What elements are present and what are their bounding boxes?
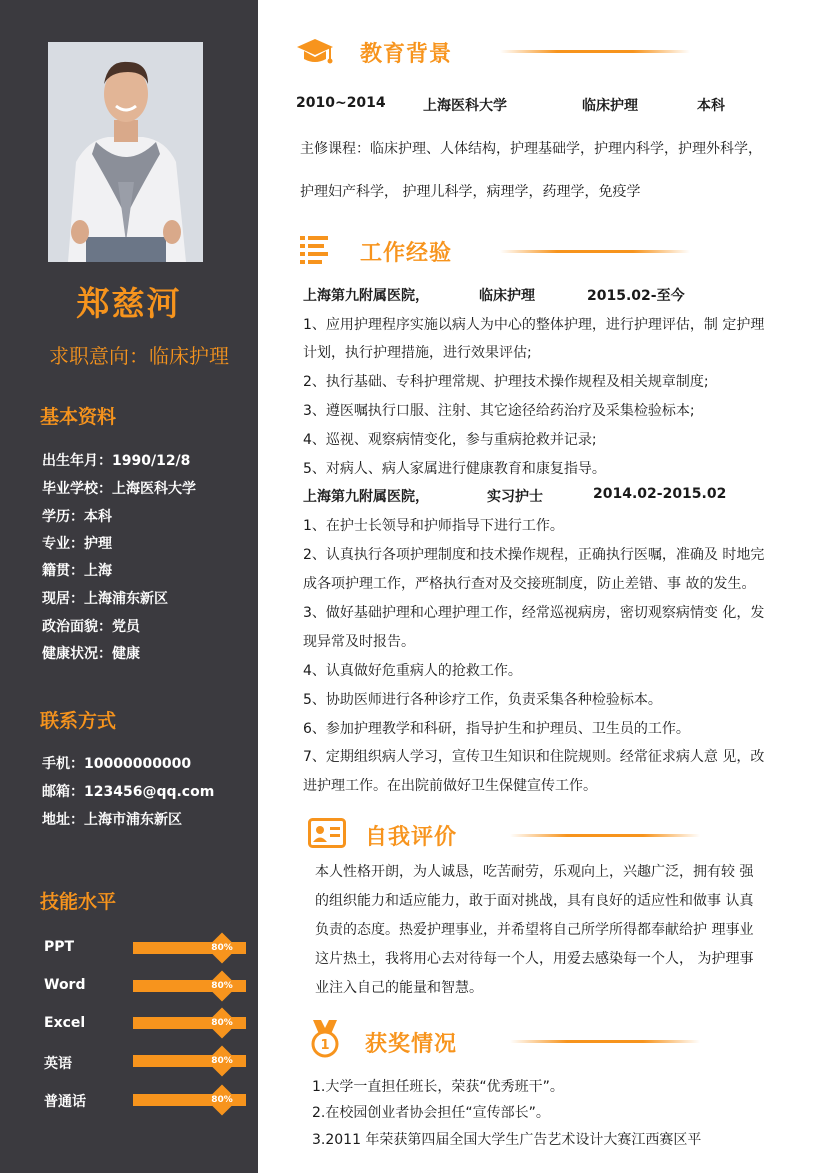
self-evaluation-line: 本人性格开朗，为人诚恳，吃苦耐劳，乐观向上，兴趣广泛，拥有较 强	[315, 864, 754, 880]
education-degree: 本科	[697, 98, 725, 114]
education-school: 上海医科大学	[423, 98, 507, 114]
skill-label: PPT	[44, 939, 75, 955]
skill-label: 普通话	[44, 1094, 86, 1110]
basic-info-item: 籍贯：上海	[42, 563, 112, 579]
graduation-cap-icon	[296, 36, 334, 72]
section-divider	[500, 50, 690, 53]
self-evaluation-line: 业注入自己的能量和智慧。	[315, 980, 483, 996]
basic-info-item: 专业：护理	[42, 536, 112, 552]
skill-percent: 80%	[211, 943, 233, 953]
job-company: 上海第九附属医院，	[303, 489, 429, 505]
job-period: 2014.02-2015.02	[593, 486, 727, 502]
skill-label: 英语	[44, 1056, 72, 1072]
medal-icon	[309, 1020, 341, 1062]
job-duty-line: 7、定期组织病人学习，宣传卫生知识和住院规则。经常征求病人意 见，改	[303, 749, 765, 765]
award-line: 3.2011 年荣获第四届全国大学生广告艺术设计大赛江西赛区平	[312, 1132, 702, 1148]
job-role: 实习护士	[487, 489, 543, 505]
skill-label: Word	[44, 977, 86, 993]
job-duty-line: 成各项护理工作，严格执行查对及交接班制度，防止差错、事 故的发生。	[303, 576, 756, 592]
job-duty-line: 4、巡视、观察病情变化，参与重病抢救并记录;	[303, 432, 597, 448]
self-evaluation-line: 这片热土，我将用心去对待每一个人，用爱去感染每一个人， 为护理事	[315, 951, 754, 967]
job-duty-line: 1、在护士长领导和护师指导下进行工作。	[303, 518, 564, 534]
skill-percent: 80%	[211, 1056, 233, 1066]
job-duty-line: 计划，执行护理措施，进行效果评估;	[303, 345, 532, 361]
job-company: 上海第九附属医院，	[303, 288, 429, 304]
job-role: 临床护理	[479, 288, 535, 304]
contact-phone: 手机：10000000000	[42, 756, 192, 772]
award-line: 1.大学一直担任班长，荣获“优秀班干”。	[312, 1079, 564, 1095]
contact-email: 邮箱：123456@qq.com	[42, 784, 215, 800]
section-divider	[510, 1040, 700, 1043]
job-duty-line: 6、参加护理教学和科研，指导护生和护理员、卫生员的工作。	[303, 721, 690, 737]
awards-heading: 获奖情况	[365, 1032, 458, 1057]
job-duty-line: 4、认真做好危重病人的抢救工作。	[303, 663, 522, 679]
skill-label: Excel	[44, 1015, 86, 1031]
section-divider	[500, 250, 690, 253]
self-evaluation-line: 负责的态度。热爱护理事业，并希望将自己所学所得都奉献给护 理事业	[315, 922, 754, 938]
basic-info-item: 学历：本科	[42, 509, 112, 525]
job-duty-line: 5、对病人、病人家属进行健康教育和康复指导。	[303, 461, 606, 477]
basic-info-heading: 基本资料	[40, 406, 117, 428]
basic-info-item: 出生年月：1990/12/8	[42, 453, 191, 469]
svg-text:1: 1	[320, 1038, 330, 1053]
person-photo-illustration	[48, 42, 203, 262]
skill-percent: 80%	[211, 1095, 233, 1105]
self-evaluation-line: 的组织能力和适应能力，敢于面对挑战，具有良好的适应性和做事 认真	[315, 893, 754, 909]
education-courses: 护理妇产科学， 护理儿科学，病理学，药理学，免疫学	[300, 184, 641, 200]
education-period: 2010~2014	[296, 95, 386, 111]
skill-percent: 80%	[211, 981, 233, 991]
job-duty-line: 3、遵医嘱执行口服、注射、其它途径给药治疗及采集检验标本;	[303, 403, 695, 419]
basic-info-item: 现居：上海浦东新区	[42, 591, 168, 607]
job-duty-line: 2、认真执行各项护理制度和技术操作规程，正确执行医嘱，准确及 时地完	[303, 547, 765, 563]
self-evaluation-heading: 自我评价	[365, 825, 458, 850]
job-duty-line: 现异常及时报告。	[303, 634, 415, 650]
list-icon	[300, 234, 328, 268]
job-period: 2015.02-至今	[587, 288, 685, 304]
job-intent: 求职意向：临床护理	[49, 344, 229, 368]
profile-photo	[48, 42, 203, 262]
section-divider	[510, 834, 700, 837]
skills-heading: 技能水平	[40, 891, 117, 913]
basic-info-item: 健康状况：健康	[42, 646, 140, 662]
award-line: 2.在校园创业者协会担任“宣传部长”。	[312, 1105, 550, 1121]
job-duty-line: 2、执行基础、专科护理常规、护理技术操作规程及相关规章制度;	[303, 374, 709, 390]
basic-info-item: 政治面貌：党员	[42, 619, 140, 635]
job-duty-line: 5、协助医师进行各种诊疗工作，负责采集各种检验标本。	[303, 692, 662, 708]
education-heading: 教育背景	[360, 42, 453, 67]
education-courses: 主修课程：临床护理、人体结构，护理基础学，护理内科学，护理外科学，	[300, 141, 762, 157]
candidate-name: 郑慈河	[76, 284, 182, 323]
contact-address: 地址：上海市浦东新区	[42, 812, 182, 828]
education-major: 临床护理	[582, 98, 638, 114]
skill-percent: 80%	[211, 1018, 233, 1028]
job-duty-line: 3、做好基础护理和心理护理工作，经常巡视病房，密切观察病情变 化，发	[303, 605, 765, 621]
job-duty-line: 1、应用护理程序实施以病人为中心的整体护理，进行护理评估，制 定护理	[303, 317, 765, 333]
basic-info-item: 毕业学校：上海医科大学	[42, 481, 196, 497]
job-duty-line: 进护理工作。在出院前做好卫生保健宣传工作。	[303, 778, 597, 794]
contact-heading: 联系方式	[40, 710, 117, 732]
id-card-icon	[308, 818, 346, 852]
work-heading: 工作经验	[360, 241, 453, 266]
